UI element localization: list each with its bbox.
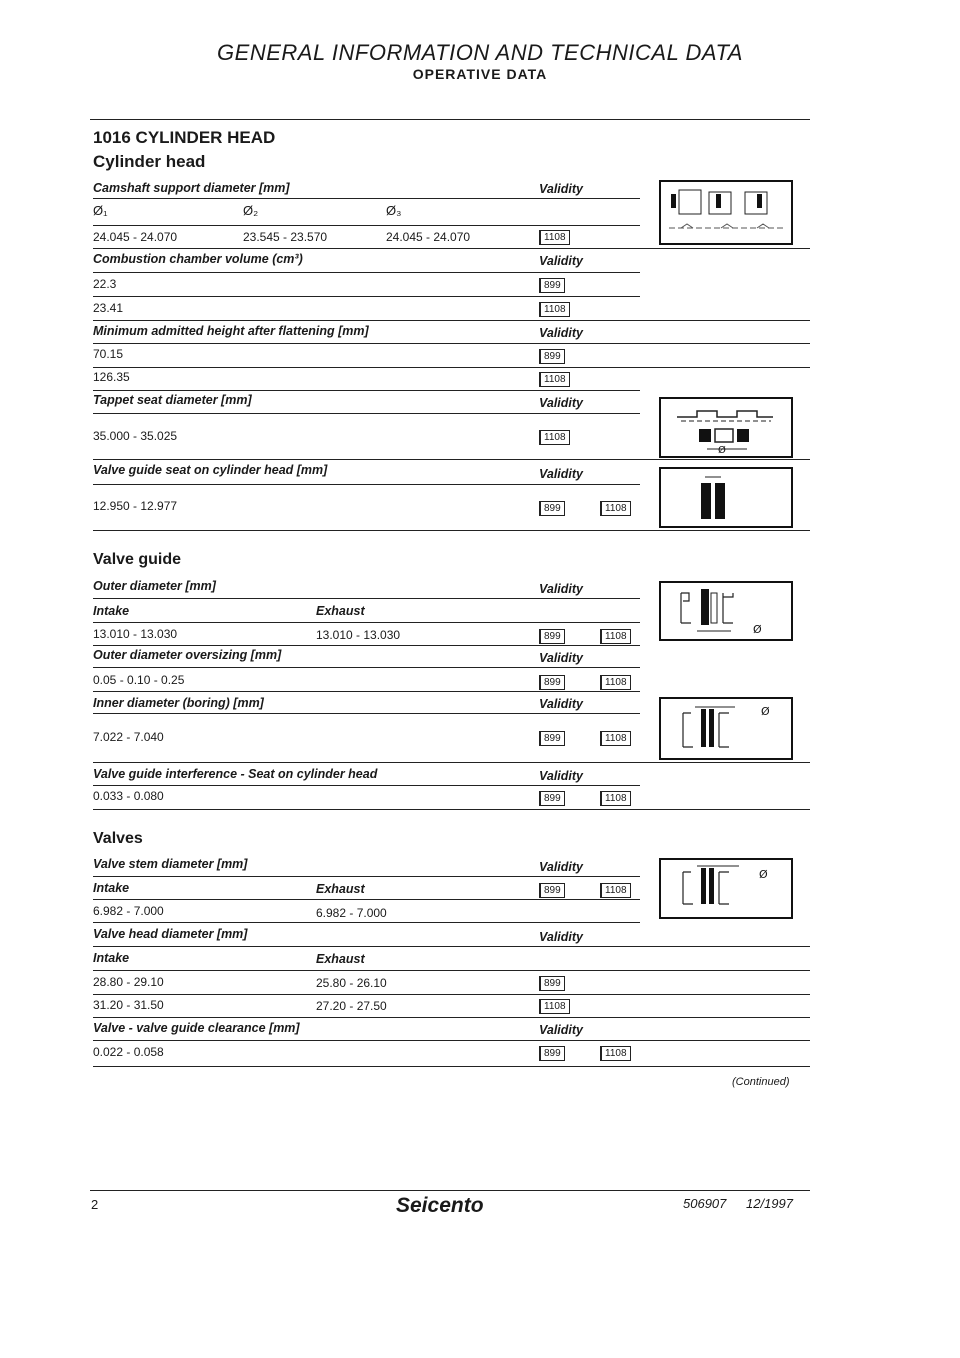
camshaft-value-2: 23.545 - 23.570: [243, 230, 328, 244]
engine-badge-899: 899: [539, 675, 565, 690]
combustion-value-1: 22.3: [93, 277, 117, 291]
engine-badge-1108: 1108: [539, 999, 570, 1014]
page-number: 2: [91, 1197, 99, 1212]
divider: [93, 367, 810, 368]
diameter-symbol: Ø: [718, 445, 726, 456]
flattening-label: Minimum admitted height after flattening [mm]: [93, 324, 369, 338]
tappet-seat-diagram-icon: [659, 397, 793, 458]
divider: [93, 413, 640, 414]
divider: [93, 343, 810, 344]
engine-badge-1108: 1108: [539, 302, 570, 317]
divider: [93, 530, 810, 531]
engine-badge-1108: 1108: [539, 430, 570, 445]
diameter-1-header: Ø₁: [93, 203, 108, 218]
exhaust-header: Exhaust: [316, 882, 365, 896]
divider: [93, 225, 640, 226]
divider: [93, 713, 640, 714]
divider: [93, 198, 640, 199]
divider: [93, 272, 640, 273]
validity-label: Validity: [539, 467, 583, 481]
engine-badge-899: 899: [539, 883, 565, 898]
brand-logo: Seicento: [396, 1194, 484, 1217]
head-intake-value-2: 31.20 - 31.50: [93, 998, 164, 1012]
divider: [93, 946, 810, 947]
combustion-label: Combustion chamber volume (cm³): [93, 252, 303, 266]
stem-intake-value: 6.982 - 7.000: [93, 904, 164, 918]
validity-label: Validity: [539, 651, 583, 665]
engine-badge-1108: 1108: [600, 1046, 631, 1061]
diameter-symbol: Ø: [759, 868, 768, 881]
divider: [93, 1066, 810, 1067]
document-code: 506907: [683, 1196, 727, 1211]
valve-stem-diagram-icon: [659, 858, 793, 919]
validity-label: Validity: [539, 396, 583, 410]
divider: [93, 899, 640, 900]
engine-badge-899: 899: [539, 278, 565, 293]
diameter-symbol: Ø: [753, 623, 762, 636]
exhaust-header: Exhaust: [316, 604, 365, 618]
divider: [93, 598, 640, 599]
camshaft-label: Camshaft support diameter [mm]: [93, 181, 290, 195]
validity-label: Validity: [539, 326, 583, 340]
engine-badge-899: 899: [539, 501, 565, 516]
outer-intake-value: 13.010 - 13.030: [93, 627, 178, 641]
document-date: 12/1997: [746, 1196, 793, 1211]
engine-badge-899: 899: [539, 791, 565, 806]
divider: [93, 1017, 810, 1018]
validity-label: Validity: [539, 582, 583, 596]
valve-guide-seat-value: 12.950 - 12.977: [93, 499, 178, 513]
validity-label: Validity: [539, 182, 583, 196]
section-title: 1016 CYLINDER HEAD: [93, 128, 276, 147]
engine-badge-1108: 1108: [600, 501, 631, 516]
validity-label: Validity: [539, 697, 583, 711]
divider: [93, 691, 640, 692]
document-title: GENERAL INFORMATION AND TECHNICAL DATA: [217, 40, 743, 65]
outer-exhaust-value: 13.010 - 13.030: [316, 628, 401, 642]
divider: [93, 667, 640, 668]
valve-guide-seat-diagram-icon: [659, 467, 793, 528]
divider: [93, 994, 810, 995]
camshaft-value-3: 24.045 - 24.070: [386, 230, 471, 244]
divider: [93, 922, 640, 923]
tappet-label: Tappet seat diameter [mm]: [93, 393, 252, 407]
engine-badge-899: 899: [539, 349, 565, 364]
intake-header: Intake: [93, 881, 130, 895]
divider: [93, 484, 640, 485]
valve-guide-outer-diagram-icon: [659, 581, 793, 641]
divider: [93, 645, 640, 646]
engine-badge-1108: 1108: [539, 372, 570, 387]
document-subtitle: OPERATIVE DATA: [412, 66, 548, 82]
oversizing-label: Outer diameter oversizing [mm]: [93, 648, 282, 662]
engine-badge-899: 899: [539, 629, 565, 644]
head-exhaust-value-1: 25.80 - 26.10: [316, 976, 387, 990]
engine-badge-899: 899: [539, 1046, 565, 1061]
camshaft-value-1: 24.045 - 24.070: [93, 230, 178, 244]
flattening-value-2: 126.35: [93, 370, 130, 384]
interference-value: 0.033 - 0.080: [93, 789, 164, 803]
camshaft-supports-diagram-icon: [659, 180, 793, 245]
diameter-symbol: Ø: [761, 705, 770, 718]
engine-badge-1108: 1108: [600, 629, 631, 644]
divider: [93, 248, 810, 249]
validity-label: Validity: [539, 769, 583, 783]
stem-diameter-label: Valve stem diameter [mm]: [93, 857, 248, 871]
intake-header: Intake: [93, 951, 130, 965]
inner-diameter-label: Inner diameter (boring) [mm]: [93, 696, 264, 710]
divider: [93, 970, 810, 971]
engine-badge-1108: 1108: [600, 675, 631, 690]
flattening-value-1: 70.15: [93, 347, 124, 361]
head-diameter-label: Valve head diameter [mm]: [93, 927, 248, 941]
intake-header: Intake: [93, 604, 130, 618]
continued-note: (Continued): [732, 1076, 790, 1088]
combustion-value-2: 23.41: [93, 301, 124, 315]
subsection-heading: Cylinder head: [93, 152, 206, 171]
engine-badge-899: 899: [539, 976, 565, 991]
divider: [93, 296, 640, 297]
diameter-2-header: Ø₂: [243, 203, 259, 218]
clearance-value: 0.022 - 0.058: [93, 1045, 164, 1059]
tappet-value: 35.000 - 35.025: [93, 429, 178, 443]
diameter-3-header: Ø₃: [386, 203, 402, 218]
divider: [90, 119, 810, 120]
divider: [93, 459, 810, 460]
oversizing-value: 0.05 - 0.10 - 0.25: [93, 673, 185, 687]
divider: [93, 809, 810, 810]
divider: [93, 785, 640, 786]
valve-guide-seat-label: Valve guide seat on cylinder head [mm]: [93, 463, 328, 477]
validity-label: Validity: [539, 860, 583, 874]
engine-badge-1108: 1108: [539, 230, 570, 245]
engine-badge-899: 899: [539, 731, 565, 746]
subsection-heading: Valves: [93, 830, 143, 847]
divider: [93, 762, 810, 763]
valve-guide-inner-diagram-icon: [659, 697, 793, 760]
clearance-label: Valve - valve guide clearance [mm]: [93, 1021, 300, 1035]
stem-exhaust-value: 6.982 - 7.000: [316, 906, 387, 920]
validity-label: Validity: [539, 930, 583, 944]
inner-diameter-value: 7.022 - 7.040: [93, 730, 164, 744]
divider: [93, 876, 640, 877]
head-intake-value-1: 28.80 - 29.10: [93, 975, 164, 989]
exhaust-header: Exhaust: [316, 952, 365, 966]
engine-badge-1108: 1108: [600, 791, 631, 806]
validity-label: Validity: [539, 1023, 583, 1037]
engine-badge-1108: 1108: [600, 883, 631, 898]
footer-divider: [90, 1190, 810, 1191]
subsection-heading: Valve guide: [93, 551, 182, 568]
outer-diameter-label: Outer diameter [mm]: [93, 579, 216, 593]
engine-badge-1108: 1108: [600, 731, 631, 746]
divider: [93, 320, 810, 321]
divider: [93, 622, 640, 623]
validity-label: Validity: [539, 254, 583, 268]
divider: [93, 1040, 810, 1041]
head-exhaust-value-2: 27.20 - 27.50: [316, 999, 387, 1013]
interference-label: Valve guide interference - Seat on cylinder head: [93, 767, 378, 781]
divider: [93, 390, 640, 391]
